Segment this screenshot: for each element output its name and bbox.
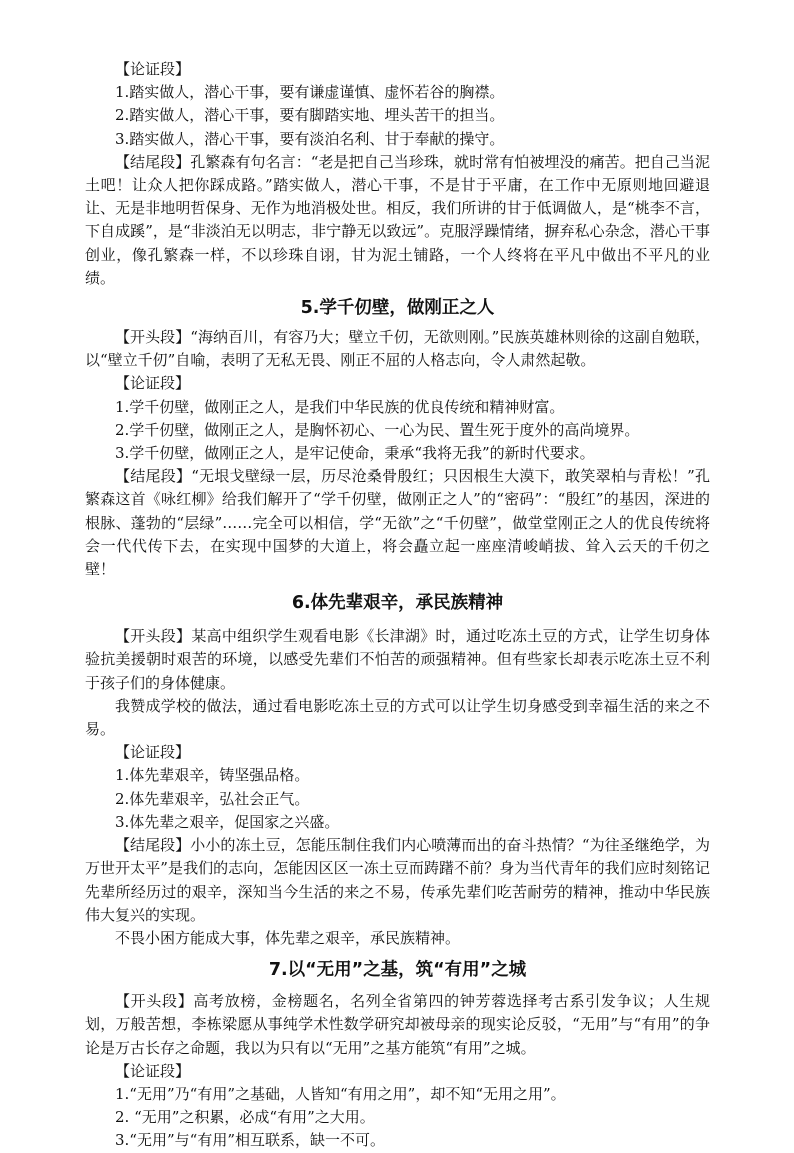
section6-point-2: 2.体先辈艰辛，弘社会正气。: [115, 789, 310, 808]
section5-point-3: 3.学千仞壁，做刚正之人，是牢记使命，秉承“我将无我”的新时代要求。: [115, 444, 595, 463]
section4-point-1: 1.踏实做人，潜心干事，要有谦虚谨慎、虚怀若谷的胸襟。: [115, 83, 505, 102]
section6-opening: 【开头段】某高中组织学生观看电影《长津湖》时，通过吃冻土豆的方式，让学生切身体验抗美援朝时艰苦的环境，以感受先辈们不怕苦的顽强精神。但有些家长却表示吃冻土豆不利于孩子们的身体健康。: [85, 627, 710, 692]
section4-point-2: 2.踏实做人，潜心干事，要有脚踏实地、埋头苦干的担当。: [115, 106, 505, 125]
section6-point-1: 1.体先辈艰辛，铸坚强品格。: [115, 766, 310, 785]
document-page: [85, 58, 710, 1153]
section7-point-1: 1.“无用”乃“有用”之基础，人皆知“有用之用”，却不知“无用之用”。: [115, 1084, 566, 1103]
section7-point-3: 3.“无用”与“有用”相互联系，缺一不可。: [115, 1131, 385, 1150]
section7-title: 7.以“无用”之基，筑“有用”之城: [268, 960, 527, 981]
section5-lunzheng-label: 【论证段】: [115, 374, 191, 393]
section5-title: 5.学千仞壁，做刚正之人: [300, 298, 495, 319]
section5-point-2: 2.学千仞壁，做刚正之人，是胸怀初心、一心为民、置生死于度外的高尚境界。: [115, 420, 640, 439]
section4-ending: 【结尾段】孔繁森有句名言：“老是把自己当珍珠，就时常有怕被埋没的痛苦。把自己当泥土吧！让众人把你踩成路。”踏实做人，潜心干事，不是甘于平庸，在工作中无原则地回避退让、无是非地明哲保身、无作为地消极处世。相反，我们所讲的甘于低调做人，是“桃李不言，下自成蹊”，是“非淡泊无以明志，非宁静无以致远”。克服浮躁情绪，摒弃私心杂念，潜心干事创业，像孔繁森一样，不以珍珠自诩，甘为泥土铺路，一个人终将在平凡中做出不平凡的业绩。: [85, 152, 710, 287]
section6-stance: 我赞成学校的做法，通过看电影吃冻土豆的方式可以让学生切身感受到幸福生活的来之不易。: [85, 696, 710, 739]
section5-ending: 【结尾段】“无垠戈壁绿一层，历尽沧桑骨殷红；只因根生大漠下，敢笑翠柏与青松！”孔繁森这首《咏红柳》给我们解开了“学千仞壁，做刚正之人”的“密码”：“殷红”的基因，深进的根脉、蓬勃的“层绿”……完全可以相信，学“无欲”之“千仞壁”，做堂堂刚正之人的优良传统将会一代代传下去，在实现中国梦的大道上，将会矗立起一座座清峻峭拔、耸入云天的千仞之壁！: [85, 467, 710, 579]
section6-lunzheng-label: 【论证段】: [115, 743, 191, 762]
section5-opening: 【开头段】“海纳百川，有容乃大；壁立千仞，无欲则刚。”民族英雄林则徐的这副自勉联，以“壁立千仞”自喻，表明了无私无畏、刚正不屈的人格志向，令人肃然起敬。: [85, 328, 710, 370]
section7-opening: 【开头段】高考放榜，金榜题名，名列全省第四的钟芳蓉选择考古系引发争议；人生规划，万般苦想，李栋梁愿从事纯学术性数学研究却被母亲的现实论反驳，“无用”与“有用”的争论是万古长存之命题，我以为只有以“无用”之基方能筑“有用”之城。: [85, 992, 710, 1057]
section7-lunzheng-label: 【论证段】: [115, 1061, 191, 1080]
section4-point-3: 3.踏实做人，潜心干事，要有淡泊名利、甘于奉献的操守。: [115, 129, 505, 148]
section7-point-2: 2. “无用”之积累，必成“有用”之大用。: [115, 1108, 375, 1127]
section6-title: 6.体先辈艰辛，承民族精神: [291, 593, 504, 614]
section4-lunzheng-label: 【论证段】: [115, 60, 191, 78]
section6-ending: 【结尾段】小小的冻土豆，怎能压制住我们内心喷薄而出的奋斗热情？“为往圣继绝学，为万世开太平”是我们的志向，怎能因区区一冻土豆而踌躇不前？身为当代青年的我们应时刻铭记先辈所经历过的艰辛，深知当今生活的来之不易，传承先辈们吃苦耐劳的精神，推动中华民族伟大复兴的实现。: [85, 836, 710, 924]
section5-point-1: 1.学千仞壁，做刚正之人，是我们中华民族的优良传统和精神财富。: [115, 397, 565, 416]
section6-point-3: 3.体先辈之艰辛，促国家之兴盛。: [115, 812, 340, 831]
section6-closing: 不畏小困方能成大事，体先辈之艰辛，承民族精神。: [115, 928, 461, 947]
